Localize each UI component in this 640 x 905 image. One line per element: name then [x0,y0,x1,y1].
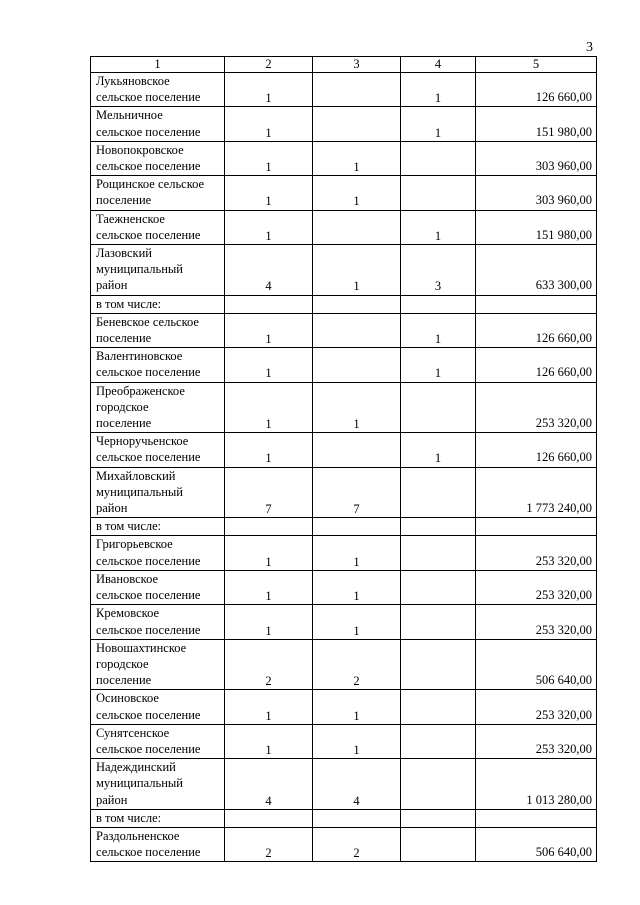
table-row [91,759,597,810]
col-4-cell [401,518,476,536]
row-name-line: Черноручьенское [96,434,189,449]
row-name-cell [91,245,225,296]
col-4-cell: 1 [401,313,476,347]
row-name-line: Ивановское [96,571,159,586]
col-3-cell: 1 [313,690,401,724]
col-2-cell [225,295,313,313]
row-name-line: муниципальный [96,262,183,277]
row-name-line: Михайловский [96,468,176,483]
col-2-cell: 2 [225,827,313,861]
table-row [91,210,597,244]
table-row [91,690,597,724]
row-name-line: район [96,501,128,516]
table-row [91,809,597,827]
table-row [91,639,597,690]
col-2-cell [225,518,313,536]
table-row [91,176,597,210]
col-5-cell: 1 013 280,00 [476,759,597,810]
col-3-cell [313,210,401,244]
row-name-cell [91,210,225,244]
row-name-line: Лазовский [96,246,152,261]
header-col-3: 3 [313,57,401,73]
col-5-cell: 506 640,00 [476,827,597,861]
col-3-cell [313,809,401,827]
col-4-cell: 1 [401,210,476,244]
col-4-cell: 1 [401,348,476,382]
row-name-cell [91,809,225,827]
col-5-cell: 253 320,00 [476,570,597,604]
col-2-cell: 1 [225,382,313,433]
col-5-cell: 253 320,00 [476,724,597,758]
col-5-cell: 151 980,00 [476,210,597,244]
col-5-cell: 633 300,00 [476,245,597,296]
col-4-cell [401,639,476,690]
row-name-line: сельское поселение [96,90,201,105]
col-2-cell: 1 [225,210,313,244]
table-row [91,107,597,141]
row-name-cell [91,348,225,382]
header-col-2: 2 [225,57,313,73]
table-row [91,73,597,107]
row-name-line: поселение [96,331,152,346]
row-name-line: поселение [96,193,152,208]
row-name-cell [91,827,225,861]
col-2-cell: 1 [225,313,313,347]
col-4-cell [401,176,476,210]
col-3-cell [313,348,401,382]
row-name-line: сельское поселение [96,365,201,380]
row-name-line: Кремовское [96,606,160,621]
row-name-cell [91,141,225,175]
col-5-cell: 1 773 240,00 [476,467,597,518]
header-col-4: 4 [401,57,476,73]
col-3-cell: 2 [313,639,401,690]
row-name-line: Сунятсенское [96,725,170,740]
row-name-line: сельское поселение [96,450,201,465]
col-4-cell [401,724,476,758]
row-name-cell [91,313,225,347]
row-name-line: в том числе: [96,519,162,534]
col-2-cell: 1 [225,141,313,175]
row-name-line: Лукьяновское [96,74,170,88]
col-4-cell: 3 [401,245,476,296]
col-5-cell: 303 960,00 [476,141,597,175]
col-5-cell: 506 640,00 [476,639,597,690]
allocation-table [90,56,597,862]
col-3-cell: 1 [313,176,401,210]
col-2-cell: 1 [225,724,313,758]
table-row [91,295,597,313]
col-3-cell [313,518,401,536]
row-name-line: Преображенское [96,383,185,398]
col-5-cell: 126 660,00 [476,73,597,107]
col-4-cell [401,759,476,810]
header-col-5: 5 [476,57,597,73]
col-3-cell: 1 [313,570,401,604]
col-5-cell: 303 960,00 [476,176,597,210]
col-5-cell: 126 660,00 [476,433,597,467]
row-name-cell [91,759,225,810]
col-5-cell: 253 320,00 [476,382,597,433]
col-3-cell: 7 [313,467,401,518]
row-name-line: район [96,792,128,807]
table-row [91,570,597,604]
col-2-cell: 1 [225,433,313,467]
col-3-cell: 1 [313,605,401,639]
col-3-cell [313,313,401,347]
row-name-line: Надеждинский [96,760,176,775]
row-name-line: район [96,278,128,293]
row-name-line: сельское поселение [96,553,201,568]
row-name-line: городское [96,656,149,671]
col-5-cell: 253 320,00 [476,605,597,639]
header-row [91,57,597,73]
row-name-line: сельское поселение [96,588,201,603]
col-4-cell [401,809,476,827]
col-2-cell: 1 [225,348,313,382]
row-name-cell [91,605,225,639]
row-name-cell [91,639,225,690]
col-3-cell: 1 [313,724,401,758]
col-3-cell [313,73,401,107]
col-3-cell [313,433,401,467]
col-2-cell: 1 [225,690,313,724]
row-name-line: сельское поселение [96,707,201,722]
col-5-cell [476,295,597,313]
table-row [91,382,597,433]
table-row [91,724,597,758]
table-row [91,245,597,296]
table-row [91,141,597,175]
col-5-cell: 126 660,00 [476,313,597,347]
col-5-cell: 253 320,00 [476,536,597,570]
col-5-cell [476,809,597,827]
col-4-cell: 1 [401,107,476,141]
row-name-line: муниципальный [96,484,183,499]
table-row [91,313,597,347]
row-name-line: Валентиновское [96,349,183,364]
col-3-cell [313,295,401,313]
col-2-cell: 4 [225,245,313,296]
col-3-cell: 1 [313,536,401,570]
row-name-line: Новошахтинское [96,640,187,655]
col-2-cell: 1 [225,605,313,639]
table-row [91,518,597,536]
row-name-line: Григорьевское [96,537,173,552]
row-name-line: Раздольненское [96,828,180,843]
row-name-cell [91,382,225,433]
col-4-cell [401,536,476,570]
table-row [91,433,597,467]
row-name-line: поселение [96,416,152,431]
row-name-cell [91,570,225,604]
row-name-cell [91,73,225,107]
row-name-cell [91,107,225,141]
col-2-cell: 1 [225,176,313,210]
col-2-cell: 1 [225,73,313,107]
col-3-cell [313,107,401,141]
col-5-cell: 253 320,00 [476,690,597,724]
col-3-cell: 1 [313,141,401,175]
col-5-cell [476,518,597,536]
row-name-line: в том числе: [96,296,162,311]
row-name-cell [91,295,225,313]
col-2-cell: 1 [225,107,313,141]
col-2-cell: 1 [225,536,313,570]
row-name-line: сельское поселение [96,741,201,756]
col-2-cell [225,809,313,827]
col-4-cell [401,467,476,518]
row-name-line: Осиновское [96,691,159,706]
row-name-line: Новопокровское [96,142,184,157]
table-row [91,467,597,518]
row-name-line: городское [96,399,149,414]
col-4-cell [401,382,476,433]
row-name-cell [91,536,225,570]
row-name-line: Мельничное [96,108,163,123]
col-4-cell [401,570,476,604]
table-row [91,605,597,639]
row-name-cell [91,518,225,536]
col-2-cell: 1 [225,570,313,604]
col-3-cell: 1 [313,382,401,433]
col-4-cell [401,827,476,861]
col-3-cell: 4 [313,759,401,810]
row-name-cell [91,690,225,724]
table-body [91,73,597,862]
col-2-cell: 2 [225,639,313,690]
row-name-line: сельское поселение [96,227,201,242]
col-4-cell [401,295,476,313]
row-name-line: сельское поселение [96,159,201,174]
row-name-cell [91,176,225,210]
col-5-cell: 126 660,00 [476,348,597,382]
row-name-line: сельское поселение [96,622,201,637]
row-name-line: Беневское сельское [96,314,199,329]
row-name-line: Рощинское сельское [96,177,205,192]
row-name-cell [91,467,225,518]
col-5-cell: 151 980,00 [476,107,597,141]
col-3-cell: 2 [313,827,401,861]
page-number: 3 [586,40,593,55]
row-name-line: в том числе: [96,810,162,825]
row-name-line: Таежненское [96,211,165,226]
row-name-line: муниципальный [96,776,183,791]
col-2-cell: 7 [225,467,313,518]
col-4-cell [401,690,476,724]
table-row [91,827,597,861]
row-name-cell [91,724,225,758]
col-4-cell [401,141,476,175]
col-3-cell: 1 [313,245,401,296]
table-row [91,348,597,382]
table-row [91,536,597,570]
col-4-cell [401,605,476,639]
col-4-cell: 1 [401,73,476,107]
row-name-line: сельское поселение [96,124,201,139]
row-name-line: поселение [96,673,152,688]
col-4-cell: 1 [401,433,476,467]
row-name-cell [91,433,225,467]
row-name-line: сельское поселение [96,845,201,860]
col-2-cell: 4 [225,759,313,810]
header-col-1: 1 [91,57,225,73]
